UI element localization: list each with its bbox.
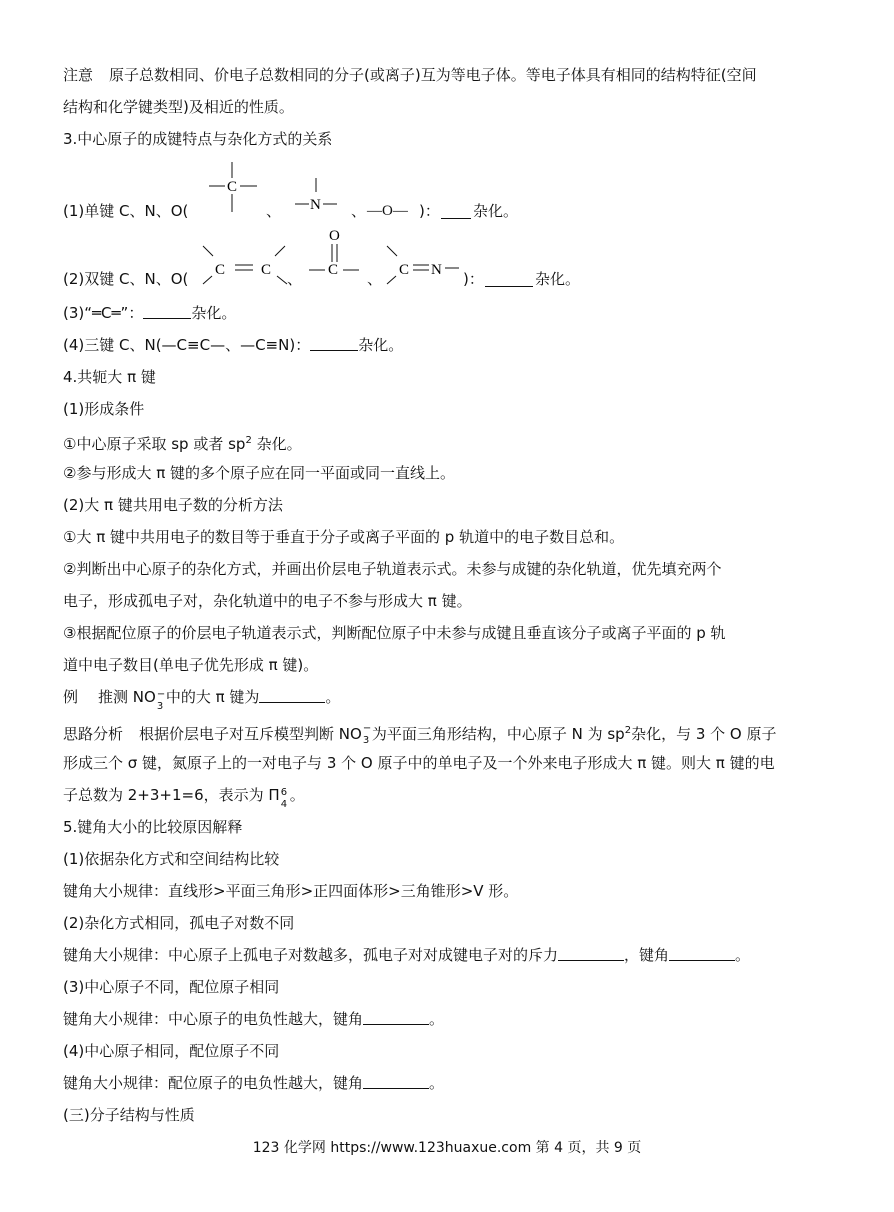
note-line-2: 结构和化学键类型)及相近的性质。 — [63, 98, 294, 116]
analysis-line-1 — [63, 720, 777, 745]
single-sep-1: 、 — [266, 202, 282, 220]
triple-answer-blank[interactable] — [310, 336, 358, 351]
analysis-text-3: 杂化，与 3 个 O 原子 — [631, 725, 777, 743]
triple-suffix: 杂化。 — [358, 336, 404, 354]
example-answer-blank[interactable] — [259, 688, 325, 703]
case-4-title: (4)中心原子相同，配位原子不同 — [63, 1042, 280, 1060]
example-text: 推测 NO — [98, 688, 156, 706]
case-3-rule-end: 。 — [429, 1010, 445, 1028]
nitrate-charge-2 — [362, 720, 372, 746]
case-4-rule — [63, 1072, 444, 1094]
carbonyl-c-atom: C — [328, 262, 339, 278]
single-sep-2: 、 — [351, 202, 367, 220]
double-bond-label: (2)双键 C、N、O( — [63, 270, 189, 288]
triple-label: (4)三键 C、N(—C≡C—、—C≡N)： — [63, 336, 311, 354]
case-2-rule — [63, 944, 750, 966]
pi-notation — [280, 784, 290, 810]
case-3-title: (3)中心原子不同，配位原子相同 — [63, 978, 280, 996]
case-2-rule-text: 键角大小规律：中心原子上孤电子对数越多，孤电子对对成键电子对的斥力 — [63, 946, 559, 964]
angle-answer-blank-4[interactable] — [363, 1074, 429, 1089]
method-3-line-1: ③根据配位原子的价层电子轨道表示式，判断配位原子中未参与成键且垂直该分子或离子平面的 p 轨 — [63, 624, 726, 642]
section-three-heading: (三)分子结构与性质 — [63, 1106, 195, 1124]
double-sep-2: 、 — [367, 270, 383, 288]
example-line — [63, 686, 341, 712]
section-3-heading: 3.中心原子的成键特点与杂化方式的关系 — [63, 130, 333, 148]
example-text-2: 中的大 π 键为 — [165, 688, 260, 706]
amine-n-atom: N — [310, 197, 321, 213]
cumulated-answer-blank[interactable] — [143, 304, 191, 319]
nitrate-charge — [156, 686, 166, 712]
single-answer-blank[interactable] — [441, 204, 471, 219]
single-bond-line — [63, 179, 519, 222]
nitrate-sup-2: − — [362, 723, 372, 734]
double-answer-blank[interactable] — [485, 272, 533, 287]
carbonyl-o-atom: O — [329, 228, 340, 244]
page-footer: 123 化学网 https://www.123huaxue.com 第 4 页，共 9 页 — [252, 1140, 642, 1156]
angle-answer-blank-3[interactable] — [363, 1010, 429, 1025]
analysis-end: 。 — [289, 786, 305, 804]
example-end: 。 — [325, 688, 341, 706]
pi-sub: 4 — [280, 799, 288, 810]
example-label: 例 — [63, 688, 79, 706]
method-2-line-2: 电子，形成孤电子对，杂化轨道中的电子不参与形成大 π 键。 — [63, 592, 472, 610]
ether-oxygen: —O— — [367, 203, 408, 219]
method-2-line-1: ②判断出中心原子的杂化方式，并画出价层电子轨道表示式。未参与成键的杂化轨道，优先填充两个 — [63, 560, 722, 578]
analysis-label: 思路分析 — [63, 725, 124, 743]
single-suffix: 杂化。 — [473, 202, 519, 220]
case-2-rule-end: 。 — [735, 946, 751, 964]
carbonyl-structure — [303, 224, 365, 284]
single-bond-label: (1)单键 C、N、O( — [63, 202, 189, 220]
nitrate-sub-2: 3 — [362, 735, 370, 746]
analysis-text-2: 为平面三角形结构，中心原子 N 为 sp — [371, 725, 625, 743]
sp2-superscript: 2 — [245, 435, 252, 446]
note-prefix: 注意 — [63, 66, 94, 84]
case-1-title: (1)依据杂化方式和空间结构比较 — [63, 850, 280, 868]
imine-c-atom: C — [399, 262, 410, 278]
section-4-heading: 4.共轭大 π 键 — [63, 368, 156, 386]
case-4-rule-end: 。 — [429, 1074, 445, 1092]
analysis-text-4: 子总数为 2+3+1=6，表示为 Π — [63, 786, 280, 804]
alkene-c-right: C — [261, 262, 272, 278]
analysis-line-2: 形成三个 σ 键，氮原子上的一对电子与 3 个 O 原子中的单电子及一个外来电子形成大 π 键。则大 π 键的电 — [63, 754, 775, 772]
nitrate-sup: − — [156, 689, 166, 700]
angle-answer-blank-2[interactable] — [669, 946, 735, 961]
note-line-1 — [63, 64, 757, 86]
amine-nitrogen-structure — [293, 178, 355, 222]
single-close: )： — [419, 202, 440, 220]
method-1: ①大 π 键中共用电子的数目等于垂直于分子或离子平面的 p 轨道中的电子数目总和。 — [63, 528, 625, 546]
condition-1-text: ①中心原子采取 sp 或者 sp — [63, 435, 246, 453]
imine-n-atom: N — [431, 262, 442, 278]
pi-sup: 6 — [280, 787, 288, 798]
analysis-text-1: 根据价层电子对互斥模型判断 NO — [139, 725, 362, 743]
case-3-rule-text: 键角大小规律：中心原子的电负性越大，键角 — [63, 1010, 364, 1028]
cumulated-label: (3)“═C═”： — [63, 304, 144, 322]
tetrahedral-carbon-structure — [203, 160, 261, 222]
double-suffix: 杂化。 — [535, 270, 581, 288]
double-bond-line — [63, 228, 581, 290]
cumulated-line — [63, 302, 236, 324]
case-4-rule-text: 键角大小规律：配位原子的电负性越大，键角 — [63, 1074, 364, 1092]
cumulated-suffix: 杂化。 — [191, 304, 237, 322]
note-text-1: 原子总数相同、价电子总数相同的分子(或离子)互为等电子体。等电子体具有相同的结构特征(空间 — [109, 66, 757, 84]
case-1-rule: 键角大小规律：直线形>平面三角形>正四面体形>三角锥形>V 形。 — [63, 882, 519, 900]
triple-line — [63, 334, 403, 356]
double-sep-1: 、 — [287, 270, 303, 288]
tetra-c-atom: C — [227, 179, 238, 195]
condition-1-tail: 杂化。 — [251, 435, 302, 453]
method-3-line-2: 道中电子数目(单电子优先形成 π 键)。 — [63, 656, 319, 674]
analysis-sp2-sup: 2 — [624, 725, 632, 736]
case-2-title: (2)杂化方式相同，孤电子对数不同 — [63, 914, 295, 932]
case-2-rule-mid: ，键角 — [624, 946, 670, 964]
nitrate-sub: 3 — [156, 701, 164, 712]
repulsion-answer-blank[interactable] — [558, 946, 624, 961]
formation-conditions-title: (1)形成条件 — [63, 400, 145, 418]
alkene-c-left: C — [215, 262, 226, 278]
condition-1 — [63, 430, 302, 455]
double-close: )： — [463, 270, 484, 288]
imine-structure — [383, 242, 467, 286]
case-3-rule — [63, 1008, 444, 1030]
analysis-method-title: (2)大 π 键共用电子数的分析方法 — [63, 496, 283, 514]
condition-2: ②参与形成大 π 键的多个原子应在同一平面或同一直线上。 — [63, 464, 456, 482]
analysis-line-3 — [63, 784, 305, 810]
section-5-heading: 5.键角大小的比较原因解释 — [63, 818, 243, 836]
